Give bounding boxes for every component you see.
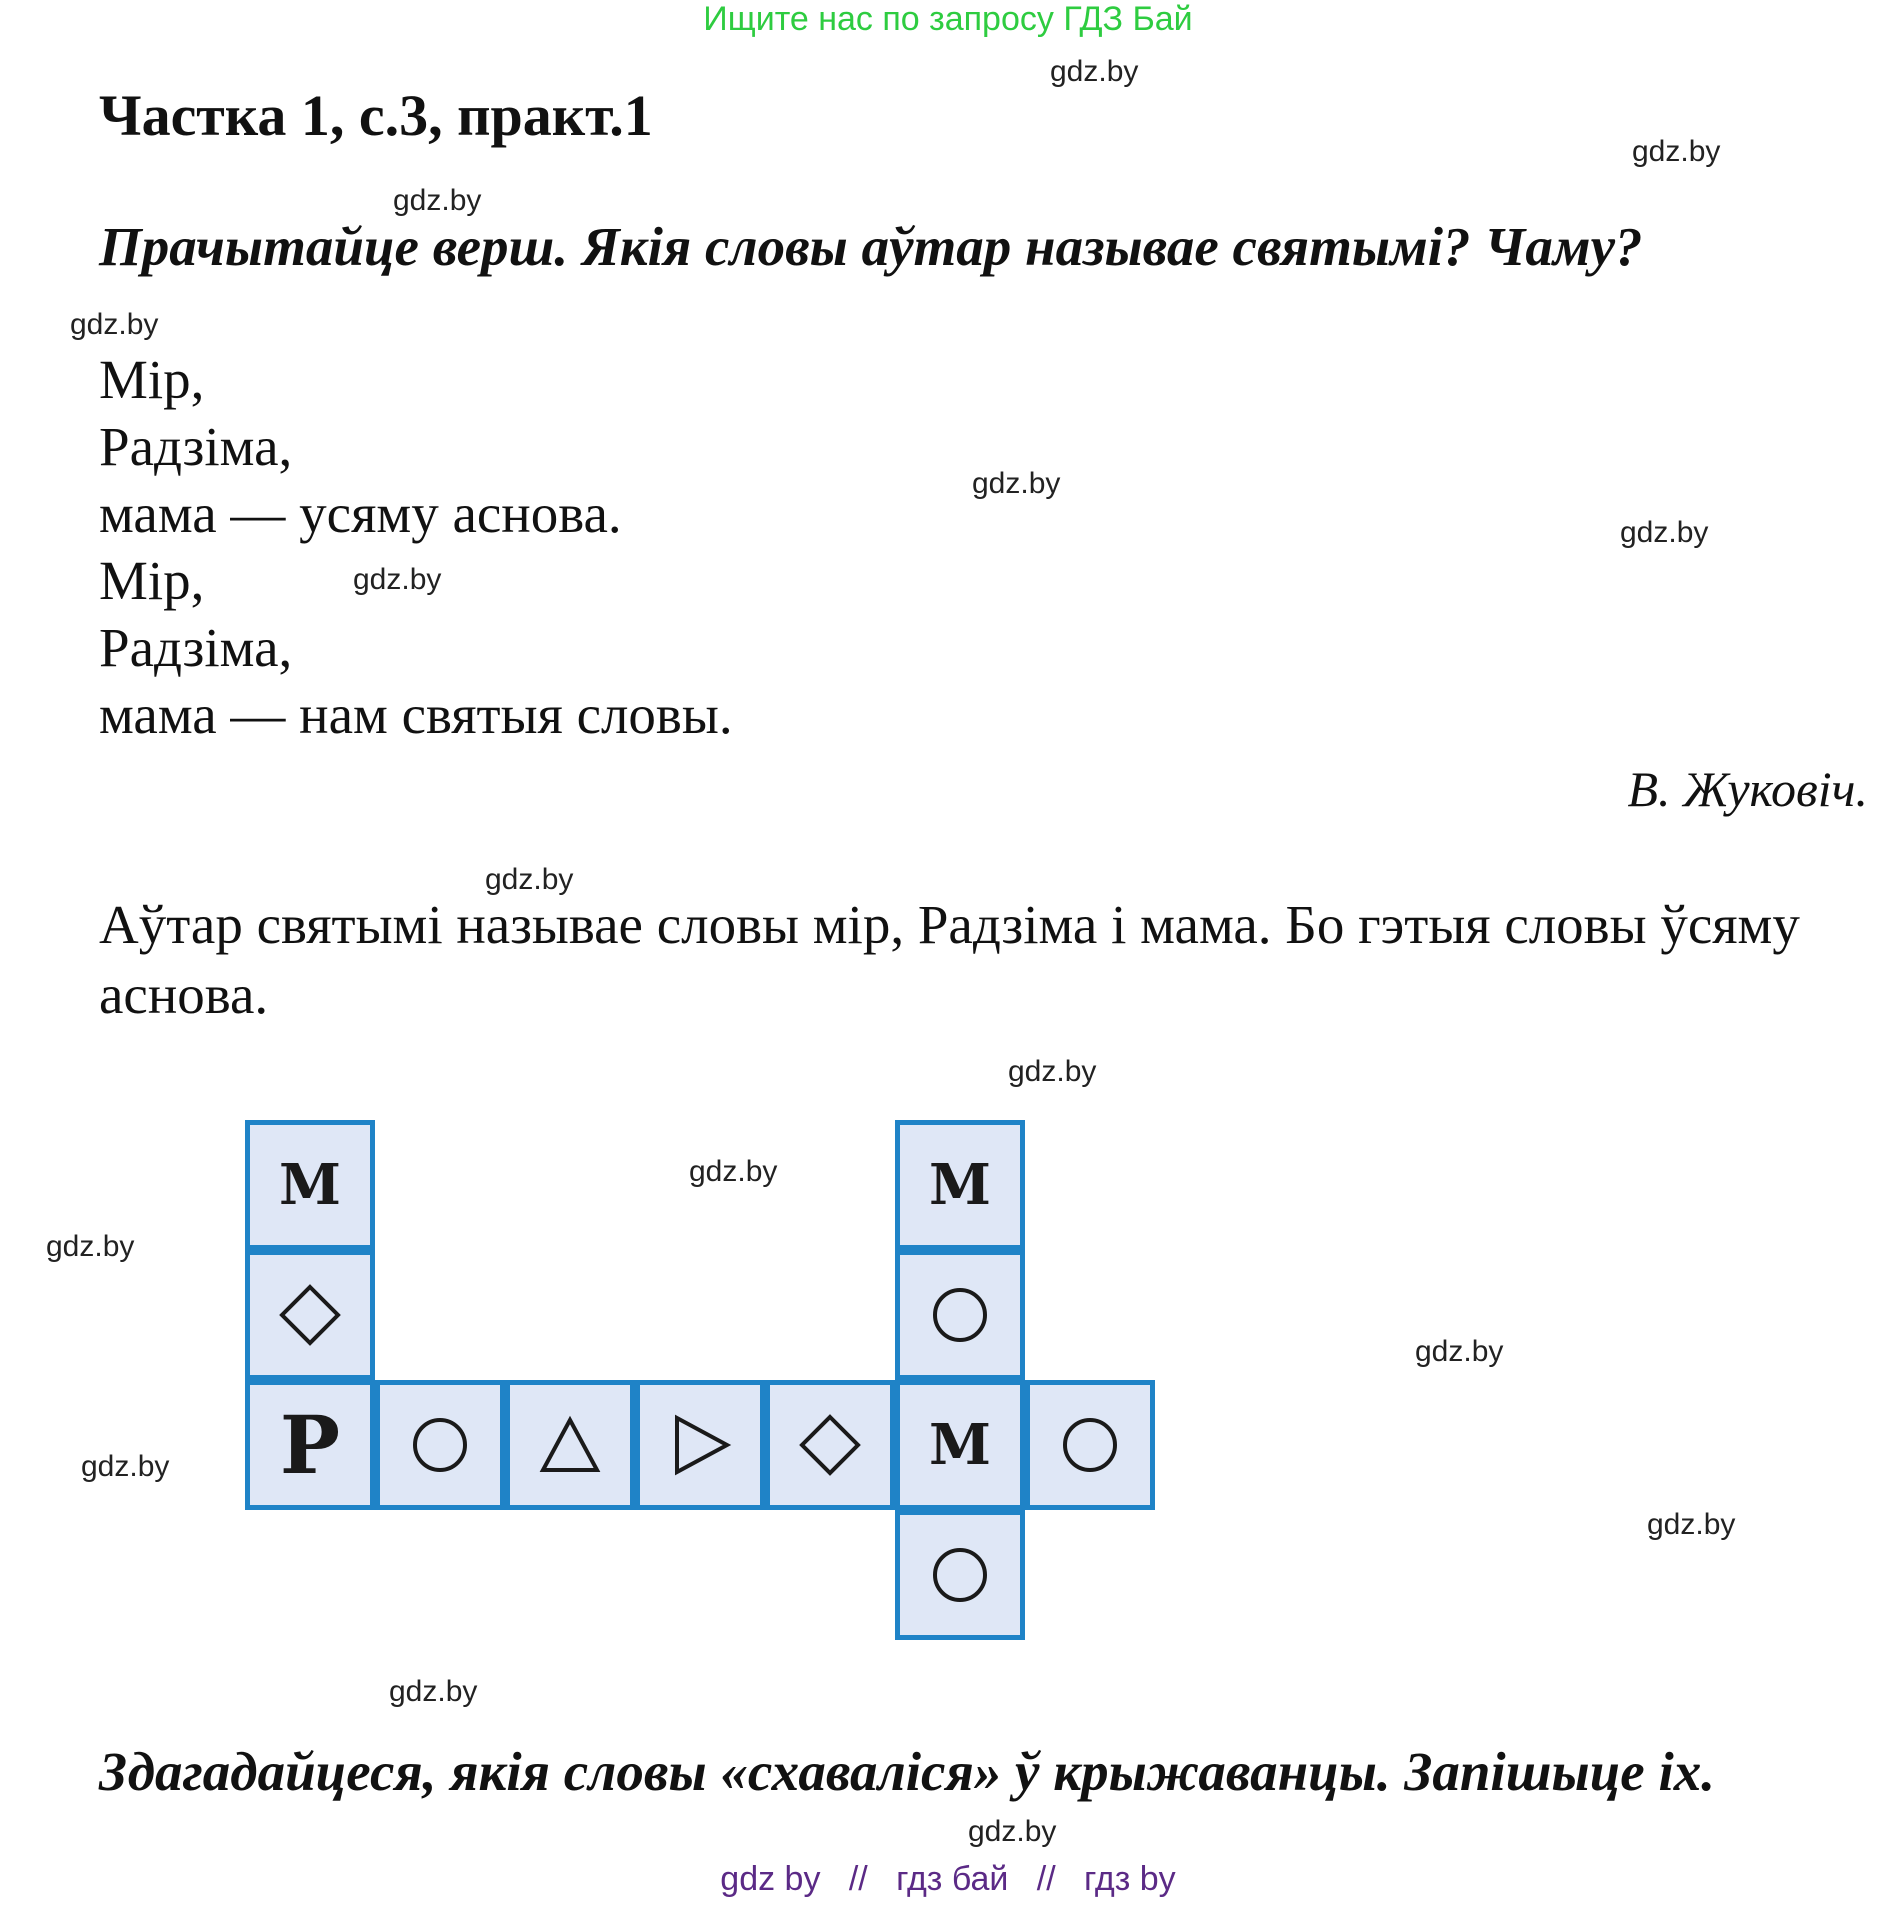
crossword-cell bbox=[765, 1380, 895, 1510]
diamond-icon bbox=[275, 1280, 345, 1350]
watermark: gdz.by bbox=[353, 563, 442, 596]
watermark: gdz.by bbox=[968, 1815, 1057, 1848]
crossword-cell bbox=[375, 1380, 505, 1510]
poem-line: мама — нам святыя словы. bbox=[99, 684, 733, 745]
watermark: gdz.by bbox=[485, 863, 574, 896]
letter-r: Р bbox=[279, 1398, 341, 1492]
watermark: gdz.by bbox=[1620, 516, 1709, 549]
crossword-cell bbox=[895, 1380, 1025, 1510]
watermark: gdz.by bbox=[1632, 135, 1721, 168]
footer-link[interactable]: гдз by bbox=[1084, 1860, 1176, 1898]
crossword-cell bbox=[895, 1120, 1025, 1250]
crossword-cell bbox=[505, 1380, 635, 1510]
watermark: gdz.by bbox=[972, 467, 1061, 500]
footer-link[interactable]: гдз бай bbox=[896, 1860, 1009, 1898]
footer-link[interactable]: gdz by bbox=[720, 1860, 821, 1898]
crossword-cell bbox=[635, 1380, 765, 1510]
circle-icon bbox=[925, 1280, 995, 1350]
footer-separator: // bbox=[1036, 1860, 1056, 1898]
top-banner: Ищите нас по запросу ГДЗ Бай bbox=[703, 0, 1193, 38]
watermark: gdz.by bbox=[1647, 1508, 1736, 1541]
watermark: gdz.by bbox=[389, 1675, 478, 1708]
watermark: gdz.by bbox=[81, 1450, 170, 1483]
crossword-cell bbox=[895, 1250, 1025, 1380]
circle-icon bbox=[405, 1410, 475, 1480]
watermark: gdz.by bbox=[70, 308, 159, 341]
task-2-prompt: Здагадайцеся, якія словы «схаваліся» ў крыжаванцы. Запішыце іх. bbox=[99, 1741, 1715, 1802]
task-1-prompt: Прачытайце верш. Якія словы аўтар называе святымі? Чаму? bbox=[99, 216, 1643, 277]
triangle-right-icon bbox=[665, 1410, 735, 1480]
letter-m: М bbox=[929, 1412, 991, 1478]
crossword-cell bbox=[895, 1510, 1025, 1640]
poem-line: Мір, bbox=[99, 550, 205, 611]
poem-line: Мір, bbox=[99, 349, 205, 410]
watermark: gdz.by bbox=[1415, 1335, 1504, 1368]
footer-separator: // bbox=[848, 1860, 868, 1898]
watermark: gdz.by bbox=[1050, 55, 1139, 88]
circle-icon bbox=[1055, 1410, 1125, 1480]
crossword-cell bbox=[245, 1250, 375, 1380]
page-title: Частка 1, с.3, практ.1 bbox=[99, 83, 653, 148]
poem-line: мама — усяму аснова. bbox=[99, 483, 622, 544]
crossword-cell bbox=[245, 1120, 375, 1250]
poem bbox=[99, 346, 733, 748]
triangle-up-icon bbox=[535, 1410, 605, 1480]
watermark: gdz.by bbox=[689, 1155, 778, 1188]
watermark: gdz.by bbox=[46, 1230, 135, 1263]
footer-links bbox=[0, 1860, 1896, 1899]
poem-line: Радзіма, bbox=[99, 416, 293, 477]
crossword-cell bbox=[245, 1380, 375, 1510]
poem-author: В. Жуковіч. bbox=[1627, 761, 1868, 817]
circle-icon bbox=[925, 1540, 995, 1610]
poem-line: Радзіма, bbox=[99, 617, 293, 678]
diamond-icon bbox=[795, 1410, 865, 1480]
watermark: gdz.by bbox=[393, 184, 482, 217]
letter-m: М bbox=[929, 1152, 991, 1218]
letter-m: М bbox=[279, 1152, 341, 1218]
answer-text: Аўтар святымі называе словы мір, Радзіма і мама. Бо гэтыя словы ўсяму аснова. bbox=[99, 894, 1800, 1025]
watermark: gdz.by bbox=[1008, 1055, 1097, 1088]
crossword-cell bbox=[1025, 1380, 1155, 1510]
